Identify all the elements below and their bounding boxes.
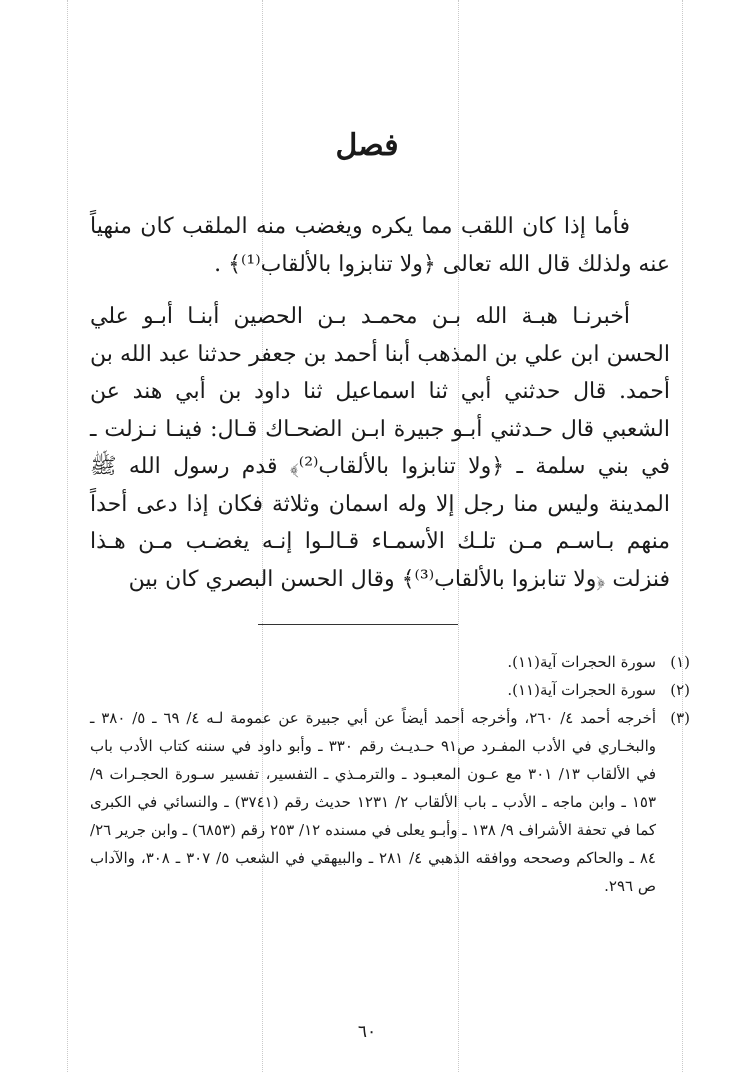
footnote	[90, 676, 690, 704]
footnote-separator	[258, 624, 458, 625]
paragraph	[90, 298, 670, 598]
footnotes	[90, 648, 690, 900]
page-number: ٦٠	[357, 1022, 377, 1042]
footnote-number: (١)	[670, 653, 690, 671]
footnote-text: أخرجه أحمد ٤/ ٢٦٠، وأخرجه أحمد أيضاً عن أبي جبيرة عن عمومة لـه ٤/ ٦٩ ـ ٥/ ٣٨٠ ـ والبخـاري في الأدب المفـرد ص٩١ حـديـث رقم ٣٣٠ ـ وأبو داود في سننه كتاب الأدب باب في الألقاب ١٣/ ٣٠١ مع عـون المعبـود ـ والترمـذي ـ التفسير، تفسير سـورة الحجـرات ٩/ ١٥٣ ـ وابن ماجه ـ الأدب ـ باب الألقاب ٢/ ١٢٣١ حديث رقم (٣٧٤١) ـ والنسائي في الكبرى كما في تحفة الأشراف ٩/ ١٣٨ ـ وأبـو يعلى في مسنده ١٢/ ٢٥٣ رقم (٦٨٥٣) ـ وابن جرير ٢٦/ ٨٤ ـ والحاكم وصححه ووافقه الذهبي ٤/ ٢٨١ ـ والبيهقي في الشعب ٥/ ٣٠٧ ـ ٣٠٨، والآداب ص ٢٩٦.	[90, 709, 657, 895]
paragraph	[90, 208, 670, 283]
page-title: فصل	[335, 128, 399, 163]
footnote-text: سورة الحجرات آية(١١).	[507, 653, 656, 671]
paragraph-text: فأما إذا كان اللقب مما يكره ويغضب منه الملقب كان منهياً عنه ولذلك قال الله تعالى ﴿ولا تنابزوا بالألقاب⁽¹⁾﴾ .	[90, 214, 670, 277]
footnote-number: (٣)	[670, 709, 690, 727]
footnote	[90, 704, 690, 900]
paragraph-text: أخبرنـا هبـة الله بـن محمـد بـن الحصين أبنـا أبـو علي الحسن ابن علي بن المذهب أبنا أحمد بن جعفر حدثنا عبد الله بن أحمد. قال حدثني أبي ثنا اسماعيل ثنا داود بن أبي هند عن الشعبي قال حـدثني أبـو جبيرة ابـن الضحـاك قـال: فينـا نـزلت ـ في بني سلمة ـ ﴿ولا تنابزوا بالألقاب⁽²⁾﴾ قدم رسول الله ﷺ المدينة وليس منا رجل إلا وله اسمان وثلاثة فكان إذا دعى أحداً منهم بـاسـم مـن تلـك الأسمـاء قـالـوا إنـه يغضـب مـن هـذا فنزلت ﴿ولا تنابزوا بالألقاب⁽³⁾﴾ وقال الحسن البصري كان بين	[90, 304, 670, 592]
footnote-number: (٢)	[670, 681, 690, 699]
footnote	[90, 648, 690, 676]
footnote-text: سورة الحجرات آية(١١).	[507, 681, 656, 699]
